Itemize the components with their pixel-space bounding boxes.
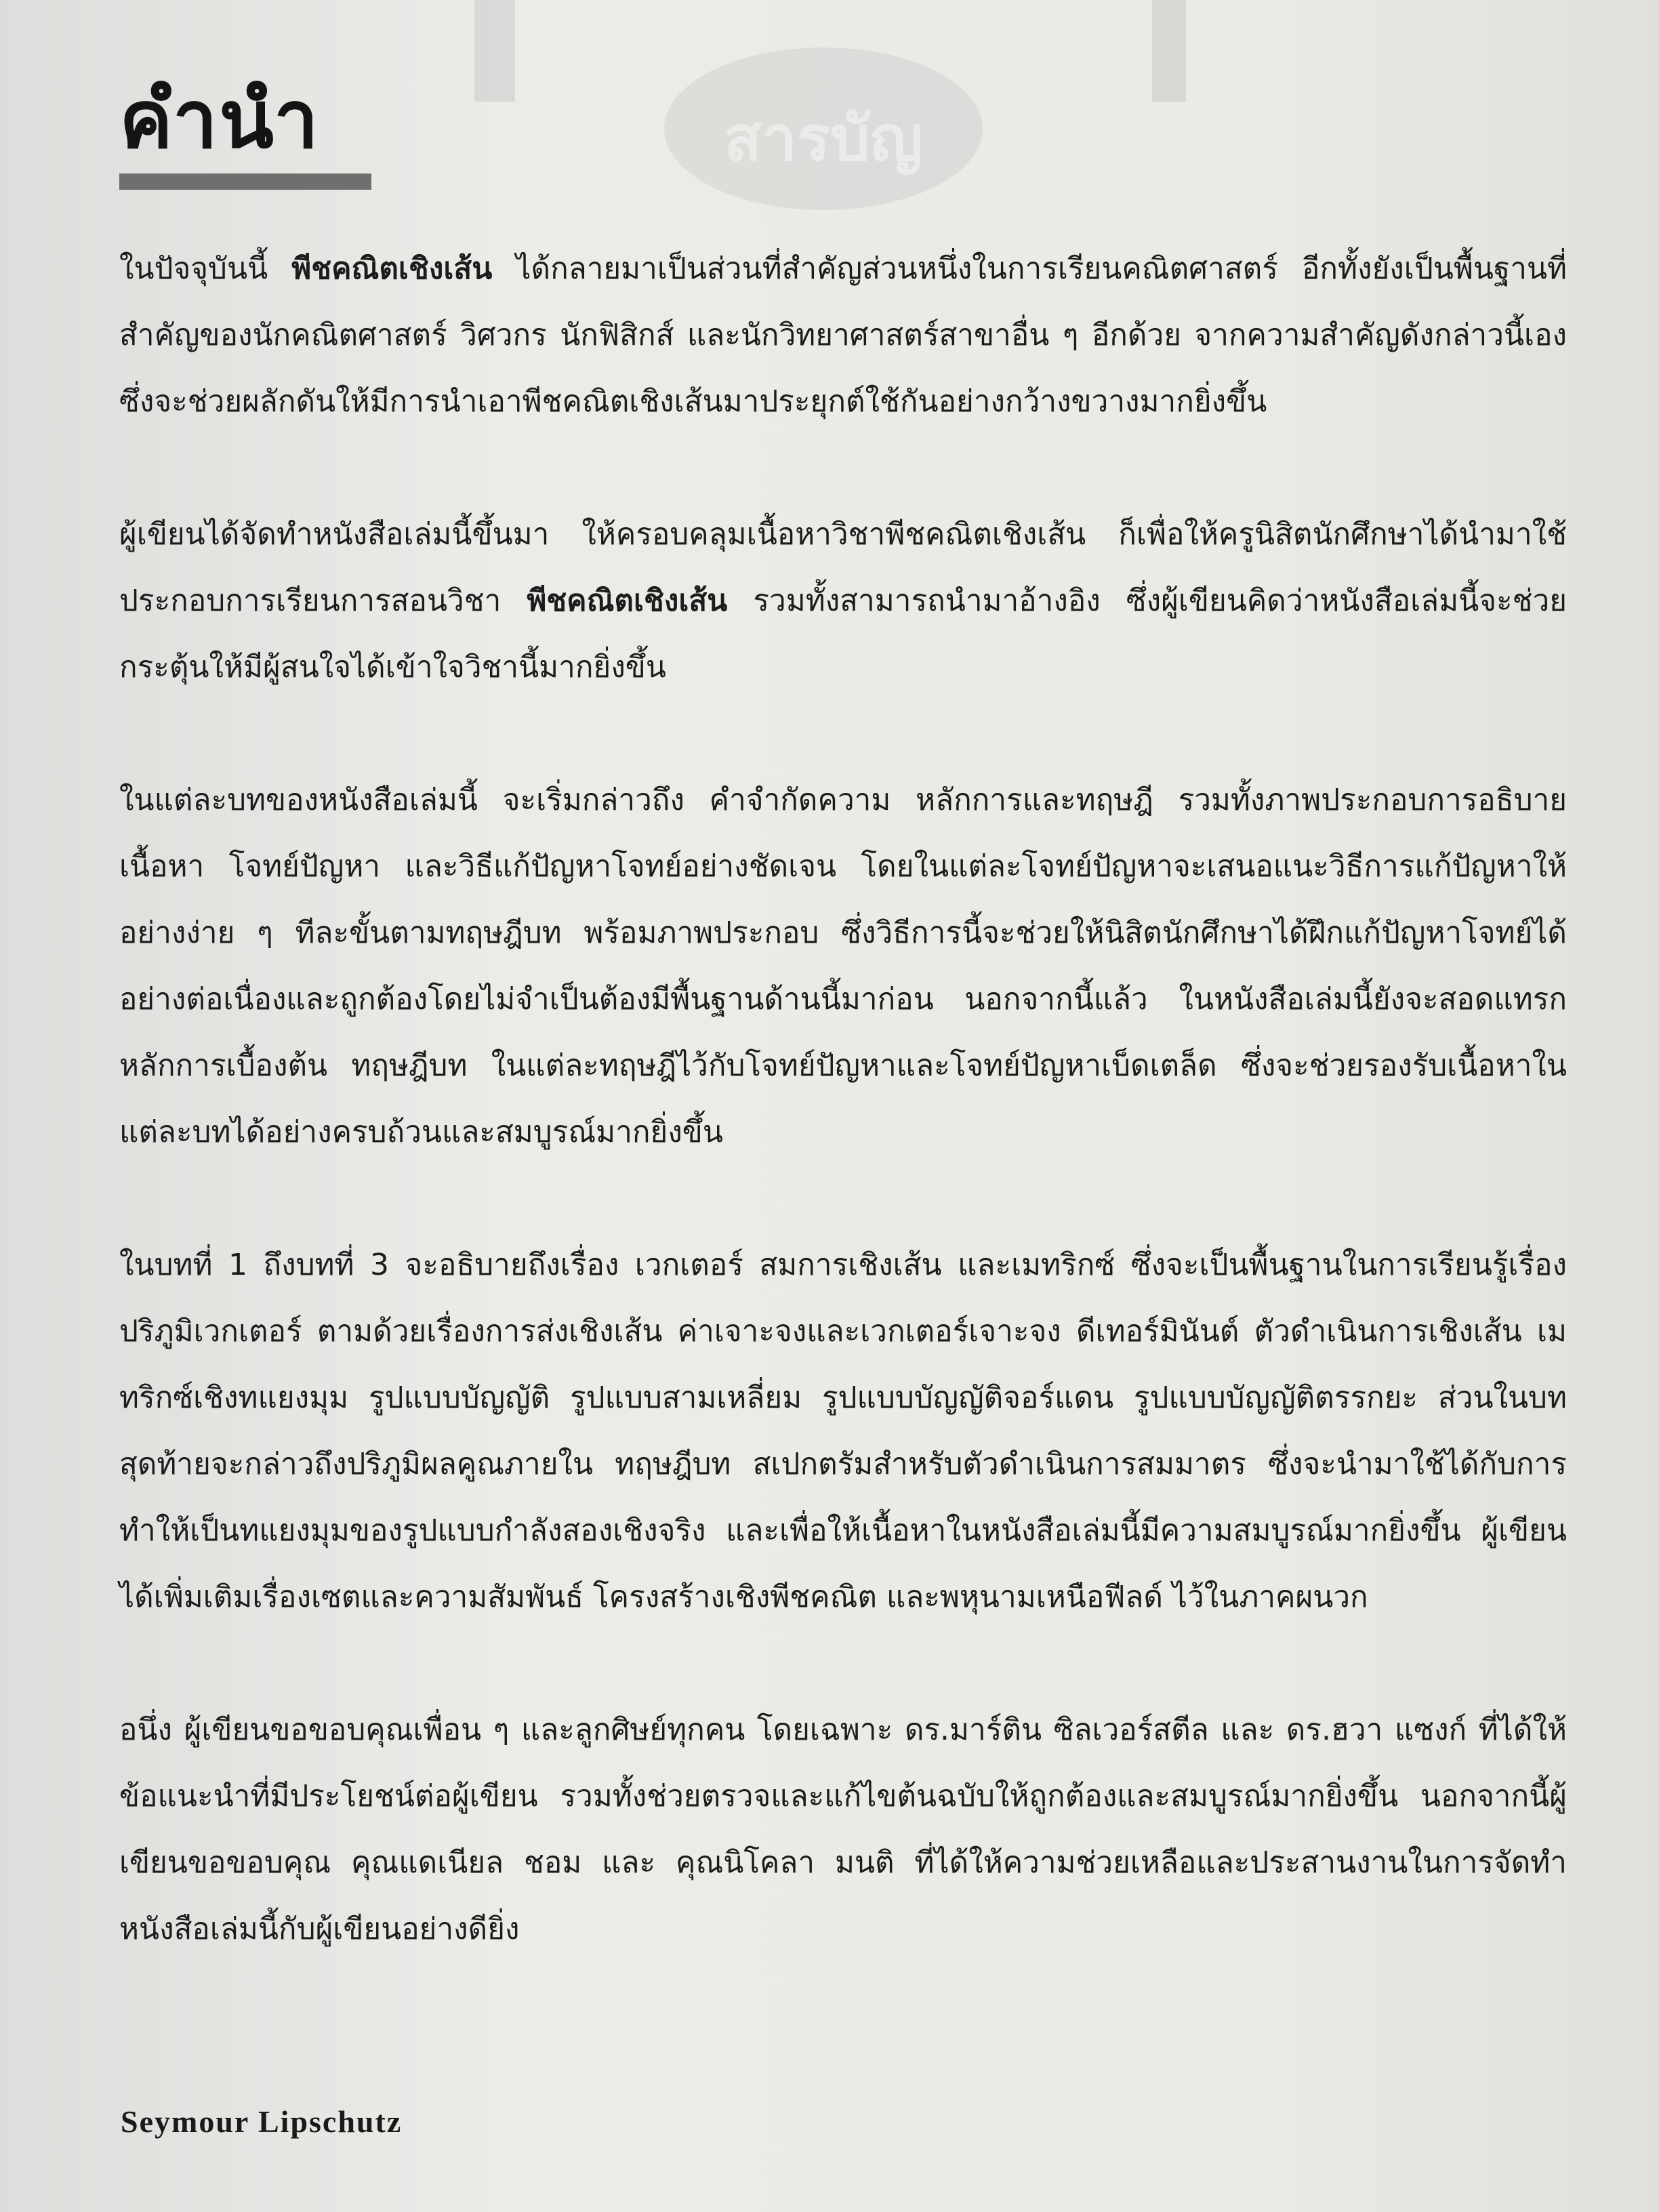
paragraph-text: ในปัจจุบันนี้ — [119, 251, 292, 286]
background-show-through-block — [474, 0, 515, 102]
paragraph-acknowledgements: อนึ่ง ผู้เขียนขอขอบคุณเพื่อน ๆ และลูกศิษย์ทุกคน โดยเฉพาะ ดร.มาร์ติน ซิลเวอร์สตีล และ ดร.ฮวา แซงก์ ที่ได้ให้ข้อแนะนำที่มีประโยชน์ต่อผู้เขียน รวมทั้งช่วยตรวจและแก้ไขต้นฉบับให้ถูกต้องและสมบูรณ์มากยิ่งขึ้น นอกจากนี้ผู้เขียนขอขอบคุณ คุณแดเนียล ชอม และ คุณนิโคลา มนติ ที่ได้ให้ความช่วยเหลือและประสานงานในการจัดทำหนังสือเล่มนี้กับผู้เขียนอย่างดียิ่ง — [119, 1713, 1567, 1946]
paragraph-structure: ในแต่ละบทของหนังสือเล่มนี้ จะเริ่มกล่าวถึง คำจำกัดความ หลักการและทฤษฎี รวมทั้งภาพประกอบการอธิบายเนื้อหา โจทย์ปัญหา และวิธีแก้ปัญหาโจทย์อย่างชัดเจน โดยในแต่ละโจทย์ปัญหาจะเสนอแนะวิธีการแก้ปัญหาให้อย่างง่าย ๆ ทีละขั้นตามทฤษฎีบท พร้อมภาพประกอบ ซึ่งวิธีการนี้จะช่วยให้นิสิตนักศึกษาได้ฝึกแก้ปัญหาโจทย์ได้อย่างต่อเนื่องและถูกต้องโดยไม่จำเป็นต้องมีพื้นฐานด้านนี้มาก่อน นอกจากนี้แล้ว ในหนังสือเล่มนี้ยังจะสอดแทรกหลักการเบื้องต้น ทฤษฎีบท ในแต่ละทฤษฎีไว้กับโจทย์ปัญหาและโจทย์ปัญหาเบ็ดเตล็ด ซึ่งจะช่วยรองรับเนื้อหาในแต่ละบทได้อย่างครบถ้วนและสมบูรณ์มากยิ่งขึ้น — [119, 783, 1567, 1149]
heading-container — [119, 73, 321, 166]
paragraph-contents: ในบทที่ 1 ถึงบทที่ 3 จะอธิบายถึงเรื่อง เวกเตอร์ สมการเชิงเส้น และเมทริกซ์ ซึ่งจะเป็นพื้นฐานในการเรียนรู้เรื่องปริภูมิเวกเตอร์ ตามด้วยเรื่องการส่งเชิงเส้น ค่าเจาะจงและเวกเตอร์เจาะจง ดีเทอร์มินันต์ ตัวดำเนินการเชิงเส้น เมทริกซ์เชิงทแยงมุม รูปแบบบัญญัติ รูปแบบสามเหลี่ยม รูปแบบบัญญัติจอร์แดน รูปแบบบัญญัติตรรกยะ ส่วนในบทสุดท้ายจะกล่าวถึงปริภูมิผลคูณภายใน ทฤษฎีบท สเปกตรัมสำหรับตัวดำเนินการสมมาตร ซึ่งจะนำมาใช้ได้กับการทำให้เป็นทแยงมุมของรูปแบบกำลังสองเชิงจริง และเพื่อให้เนื้อหาในหนังสือเล่มนี้มีความสมบูรณ์มากยิ่งขึ้น ผู้เขียนได้เพิ่มเติมเรื่องเซตและความสัมพันธ์ โครงสร้างเชิงพีชคณิต และพหุนามเหนือฟีลด์ ไว้ในภาคผนวก — [119, 1248, 1567, 1614]
background-title-text: สารบัญ — [723, 102, 923, 175]
paragraph-purpose — [119, 501, 1567, 701]
paragraph-text: ได้กลายมาเป็นส่วนที่สำคัญส่วนหนึ่งในการเรียนคณิตศาสตร์ อีกทั้งยังเป็นพื้นฐานที่สำคัญของนักคณิตศาสตร์ วิศวกร นักฟิสิกส์ และนักวิทยาศาสตร์สาขาอื่น ๆ อีกด้วย จากความสำคัญดังกล่าวนี้เอง ซึ่งจะช่วยผลักดันให้มีการนำเอาพีชคณิตเชิงเส้นมาประยุกต์ใช้กันอย่างกว้างขวางมากยิ่งขึ้น — [119, 251, 1567, 419]
emphasis-term: พีชคณิตเชิงเส้น — [291, 251, 493, 286]
heading-underline-bar — [119, 173, 371, 190]
paragraph-text: ผู้เขียนได้จัดทำหนังสือเล่มนี้ขึ้นมา ให้ครอบคลุมเนื้อหาวิชาพีชคณิตเชิงเส้น ก็เพื่อให้ครูนิสิตนักศึกษาได้นำมาใช้ประกอบการเรียนการสอนวิชา — [119, 517, 1567, 618]
background-show-through-block — [1152, 0, 1186, 102]
author-signature: Seymour Lipschutz — [121, 2104, 403, 2139]
preface-body — [119, 236, 1567, 2029]
page-heading: คำนำ — [119, 73, 321, 166]
paragraph-text: รวมทั้งสามารถนำมาอ้างอิง ซึ่งผู้เขียนคิดว่าหนังสือเล่มนี้จะช่วยกระตุ้นให้มีผู้สนใจได้เข้าใจวิชานี้มากยิ่งขึ้น — [119, 583, 1567, 684]
emphasis-term: พีชคณิตเชิงเส้น — [527, 583, 728, 618]
paragraph-intro — [119, 236, 1567, 435]
